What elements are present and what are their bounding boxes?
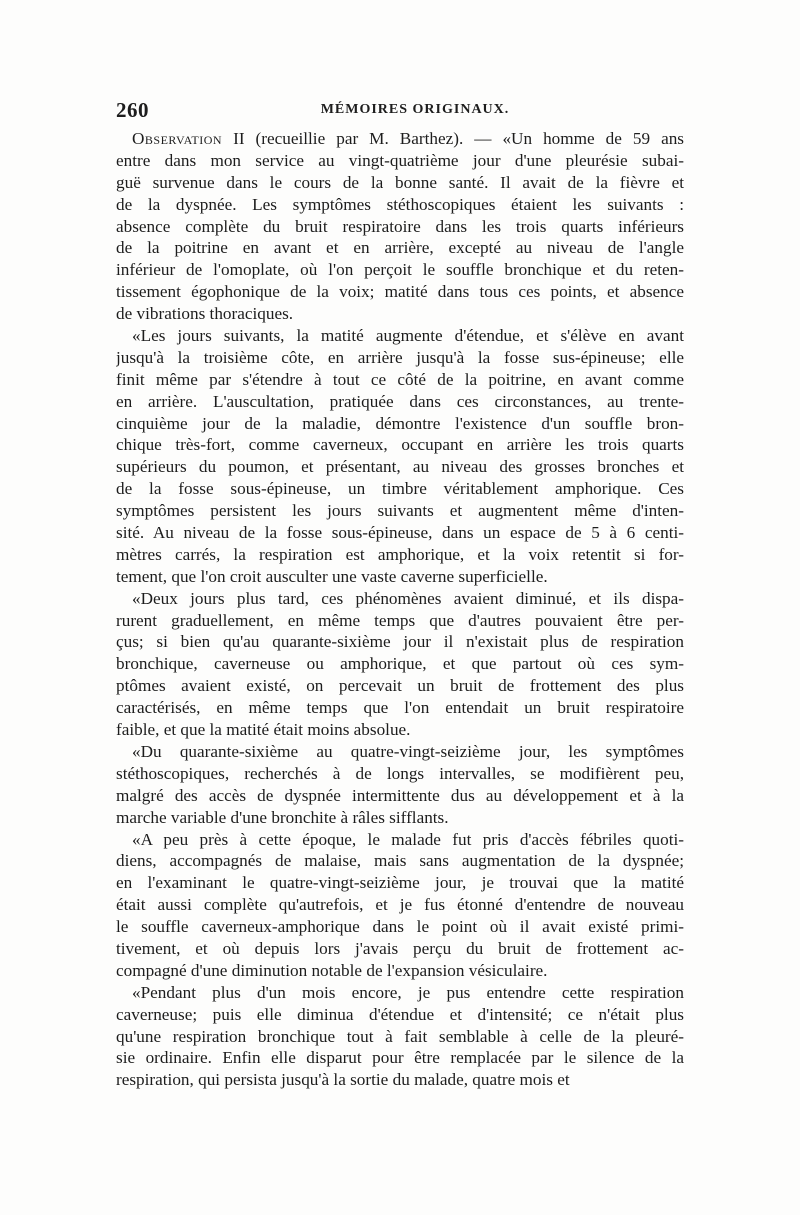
text-line: sie ordinaire. Enfin elle disparut pour être remplacée par le silence de la — [116, 1048, 684, 1068]
paragraph — [116, 588, 684, 741]
text-line: Observation II (recueillie par M. Barthez). — «Un homme de 59 ans — [132, 129, 684, 148]
paragraph — [116, 982, 684, 1091]
text-line: bronchique, caverneuse ou amphorique, et que partout où ces sym- — [116, 654, 684, 674]
text-line: tement, que l'on croit ausculter une vaste caverne superficielle. — [116, 566, 548, 586]
text-line: supérieurs du poumon, et présentant, au niveau des grosses bronches et — [116, 457, 684, 477]
text-line: inférieur de l'omoplate, où l'on perçoit le souffle bronchique et du reten- — [116, 260, 684, 280]
text-line: mètres carrés, la respiration est amphorique, et la voix retentit si for- — [116, 544, 684, 564]
text-line: «A peu près à cette époque, le malade fut pris d'accès fébriles quoti- — [132, 829, 684, 849]
text-line: de la dyspnée. Les symptômes stéthoscopiques étaient les suivants : — [116, 194, 684, 214]
text-line: jusqu'à la troisième côte, en arrière jusqu'à la fosse sus-épineuse; elle — [116, 347, 684, 367]
text-line: absence complète du bruit respiratoire dans les trois quarts inférieurs — [116, 216, 684, 236]
text-line: marche variable d'une bronchite à râles sifflants. — [116, 807, 449, 827]
text-line: «Les jours suivants, la matité augmente d'étendue, et s'élève en avant — [132, 326, 684, 346]
paragraph — [116, 829, 684, 982]
text-line: caractérisés, en même temps que l'on entendait un bruit respiratoire — [116, 698, 684, 718]
page-number: 260 — [116, 98, 149, 122]
page-header — [116, 98, 684, 126]
text-line: diens, accompagnés de malaise, mais sans augmentation de la dyspnée; — [116, 851, 684, 871]
text-line: de la poitrine en avant et en arrière, excepté au niveau de l'angle — [116, 238, 684, 258]
text-line: «Deux jours plus tard, ces phénomènes avaient diminué, et ils dispa- — [132, 588, 684, 608]
text-line: «Pendant plus d'un mois encore, je pus entendre cette respiration — [132, 982, 684, 1002]
text-line: caverneuse; puis elle diminua d'étendue et d'intensité; ce n'était plus — [116, 1004, 684, 1024]
running-title: MÉMOIRES ORIGINAUX. — [320, 102, 510, 117]
text-line: malgré des accès de dyspnée intermittente dus au développement et à la — [116, 785, 684, 805]
text-line: ptômes avaient existé, on percevait un bruit de frottement des plus — [116, 676, 684, 696]
text-line: stéthoscopiques, recherchés à de longs intervalles, se modifièrent peu, — [116, 763, 684, 783]
text-line: faible, et que la matité était moins absolue. — [116, 720, 411, 740]
text-line: tissement égophonique de la voix; matité dans tous ces points, et absence — [116, 282, 684, 302]
text-line: tivement, et où depuis lors j'avais perçu du bruit de frottement ac- — [116, 938, 684, 958]
paragraph — [116, 741, 684, 829]
paragraph — [116, 128, 684, 325]
text-line: le souffle caverneux-amphorique dans le point où il avait existé primi- — [116, 917, 684, 937]
text-line: respiration, qui persista jusqu'à la sortie du malade, quatre mois et — [116, 1070, 570, 1090]
text-line: chique très-fort, comme caverneux, occupant en arrière les trois quarts — [116, 435, 684, 455]
text-line: «Du quarante-sixième au quatre-vingt-seizième jour, les symptômes — [132, 741, 684, 761]
text-line: en arrière. L'auscultation, pratiquée dans ces circonstances, au trente- — [116, 391, 684, 411]
text-line: finit même par s'étendre à tout ce côté de la poitrine, en avant comme — [116, 369, 684, 389]
observation-label: Observation — [132, 129, 223, 148]
text-line: çus; si bien qu'au quarante-sixième jour il n'existait plus de respiration — [116, 632, 684, 652]
text-line: de la fosse sous-épineuse, un timbre véritablement amphorique. Ces — [116, 479, 684, 499]
text-line: rurent graduellement, en même temps que d'autres pouvaient être per- — [116, 610, 684, 630]
text-line: entre dans mon service au vingt-quatrième jour d'une pleurésie subai- — [116, 150, 684, 170]
text-line: en l'examinant le quatre-vingt-seizième jour, je trouvai que la matité — [116, 873, 684, 893]
body-text — [116, 128, 684, 1091]
text-line: qu'une respiration bronchique tout à fait semblable à celle de la pleuré- — [116, 1026, 684, 1046]
text-line: cinquième jour de la maladie, démontre l'existence d'un souffle bron- — [116, 413, 684, 433]
paragraph — [116, 325, 684, 588]
text-line: de vibrations thoraciques. — [116, 304, 294, 324]
text-line: était aussi complète qu'autrefois, et je fus étonné d'entendre de nouveau — [116, 895, 684, 915]
text-line: sité. Au niveau de la fosse sous-épineuse, dans un espace de 5 à 6 centi- — [116, 523, 684, 543]
text-line: symptômes persistent les jours suivants et augmentent même d'inten- — [116, 501, 684, 521]
text-line: compagné d'une diminution notable de l'expansion vésiculaire. — [116, 960, 548, 980]
text-line: guë survenue dans le cours de la bonne santé. Il avait de la fièvre et — [116, 172, 684, 192]
